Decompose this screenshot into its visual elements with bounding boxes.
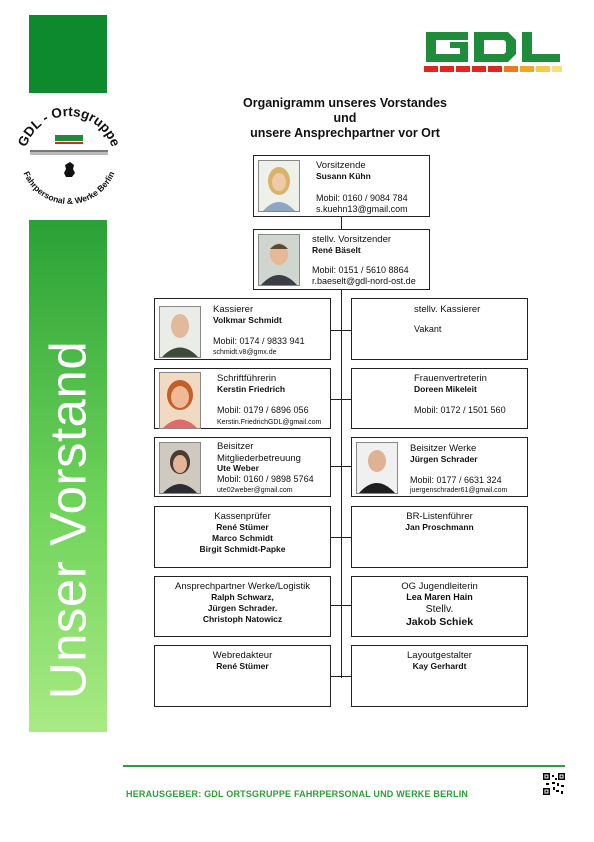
assessor-works-phone: Mobil: 0177 / 6631 324: [410, 475, 502, 485]
br-leader-card: [351, 506, 528, 568]
layout-designer-name: Kay Gerhardt: [412, 661, 467, 671]
auditors-name-3: Birgit Schmidt-Papke: [199, 544, 286, 554]
editor-card: [154, 645, 331, 707]
assessor-phone: Mobil: 0160 / 9898 5764: [217, 474, 314, 484]
layout-designer-role: Layoutgestalter: [407, 650, 472, 661]
man-photo: [356, 442, 398, 494]
layout-designer-card: [351, 645, 528, 707]
vice-chair-phone: Mobil: 0151 / 5610 8864: [312, 265, 409, 275]
assessor-role: Beisitzer: [217, 441, 254, 452]
side-title: Unser Vorstand: [39, 340, 97, 700]
chair-name: Susann Kühn: [316, 171, 371, 181]
connector-branch: [331, 330, 351, 331]
women-rep-card: [351, 368, 528, 429]
assessor-name: Ute Weber: [217, 463, 259, 473]
vice-treasurer-role: stellv. Kassierer: [414, 304, 481, 315]
youth-role: OG Jugendleiterin: [401, 581, 478, 592]
connector-branch: [331, 676, 351, 677]
green-square: [29, 15, 107, 93]
publisher-line: HERAUSGEBER: GDL ORTSGRUPPE FAHRPERSONAL UND WERKE BERLIN: [126, 789, 469, 799]
auditors-name-1: René Stümer: [216, 522, 269, 532]
vice-treasurer-value: Vakant: [414, 324, 442, 334]
secretary-phone: Mobil: 0179 / 6896 056: [217, 405, 309, 415]
secretary-role: Schriftführerin: [217, 373, 277, 384]
treasurer-card: [154, 298, 331, 360]
auditors-role: Kassenprüfer: [214, 511, 271, 522]
connector-branch: [331, 466, 351, 467]
br-leader-role: BR-Listenführer: [406, 511, 473, 522]
footer-divider: [123, 765, 565, 767]
women-rep-role: Frauenvertreterin: [414, 373, 487, 384]
editor-name: René Stümer: [216, 661, 269, 671]
seal-text-top: GDL - Ortsgruppe: [14, 103, 124, 149]
assessor-works-email: juergenschrader61@gmail.com: [410, 487, 508, 494]
youth-deputy-name: Jakob Schiek: [405, 616, 474, 628]
assessor-works-role: Beisitzer Werke: [410, 443, 477, 454]
women-rep-phone: Mobil: 0172 / 1501 560: [414, 405, 506, 415]
youth-deputy-label: Stellv.: [425, 603, 454, 615]
title-line-3: unsere Ansprechpartner vor Ort: [250, 126, 440, 140]
assessor-role-2: Mitgliederbetreuung: [217, 453, 301, 464]
man-photo: [258, 234, 300, 286]
assessor-card: [154, 437, 331, 497]
treasurer-name: Volkmar Schmidt: [213, 315, 282, 325]
title-line-1: Organigramm unseres Vorstandes: [242, 96, 447, 110]
youth-name: Lea Maren Hain: [406, 592, 473, 602]
treasurer-role: Kassierer: [213, 304, 254, 315]
berlin-bear-icon: [64, 162, 75, 177]
woman-photo: [159, 372, 201, 429]
contact-works-name-2: Jürgen Schrader.: [207, 603, 278, 613]
connector-line: [341, 217, 342, 229]
chair-email: s.kuehn13@gmail.com: [316, 204, 408, 214]
contact-works-card: [154, 576, 331, 637]
contact-works-name-1: Ralph Schwarz,: [211, 592, 274, 602]
connector-branch: [331, 399, 351, 400]
vice-chair-name: René Bäselt: [312, 245, 361, 255]
vice-chair-card: [253, 229, 430, 290]
assessor-works-card: [351, 437, 528, 497]
woman-photo: [159, 442, 201, 494]
vice-chair-role: stellv. Vorsitzender: [312, 234, 392, 245]
treasurer-phone: Mobil: 0174 / 9833 941: [213, 336, 305, 346]
editor-role: Webredakteur: [212, 650, 273, 661]
connector-branch: [331, 537, 351, 538]
chair-phone: Mobil: 0160 / 9084 784: [316, 193, 408, 203]
youth-card: [351, 576, 528, 637]
seal-text-bottom: Fahrpersonal & Werke Berlin: [21, 169, 117, 207]
chair-role: Vorsitzende: [316, 160, 366, 171]
secretary-card: [154, 368, 331, 429]
treasurer-email: schmidt.v8@gmx.de: [213, 349, 277, 356]
contact-works-name-3: Christoph Natowicz: [202, 614, 283, 624]
qr-code-icon[interactable]: [543, 773, 565, 795]
logo-stripes: [424, 66, 562, 72]
secretary-name: Kerstin Friedrich: [217, 384, 286, 394]
page-title: [200, 96, 490, 141]
ortsgruppe-seal: [10, 95, 128, 215]
title-line-2: und: [333, 111, 357, 125]
gdl-logo: [420, 28, 565, 84]
assessor-works-name: Jürgen Schrader: [410, 454, 478, 464]
auditors-name-2: Marco Schmidt: [212, 533, 273, 543]
man-photo: [159, 306, 201, 358]
women-rep-name: Doreen Mikeleit: [414, 384, 477, 394]
vice-treasurer-card: [351, 298, 528, 360]
vice-chair-email: r.baeselt@gdl-nord-ost.de: [312, 276, 416, 286]
auditors-card: [154, 506, 331, 568]
woman-photo: [258, 160, 300, 212]
secretary-email: Kerstin.FriedrichGDL@gmail.com: [217, 419, 322, 426]
br-leader-name: Jan Proschmann: [405, 522, 474, 532]
contact-works-role: Ansprechpartner Werke/Logistik: [175, 581, 310, 592]
connector-spine: [341, 290, 342, 678]
assessor-email: ute02weber@gmail.com: [217, 487, 293, 494]
mini-gdl-logo: [55, 135, 83, 144]
connector-branch: [331, 605, 351, 606]
chair-card: [253, 155, 430, 217]
